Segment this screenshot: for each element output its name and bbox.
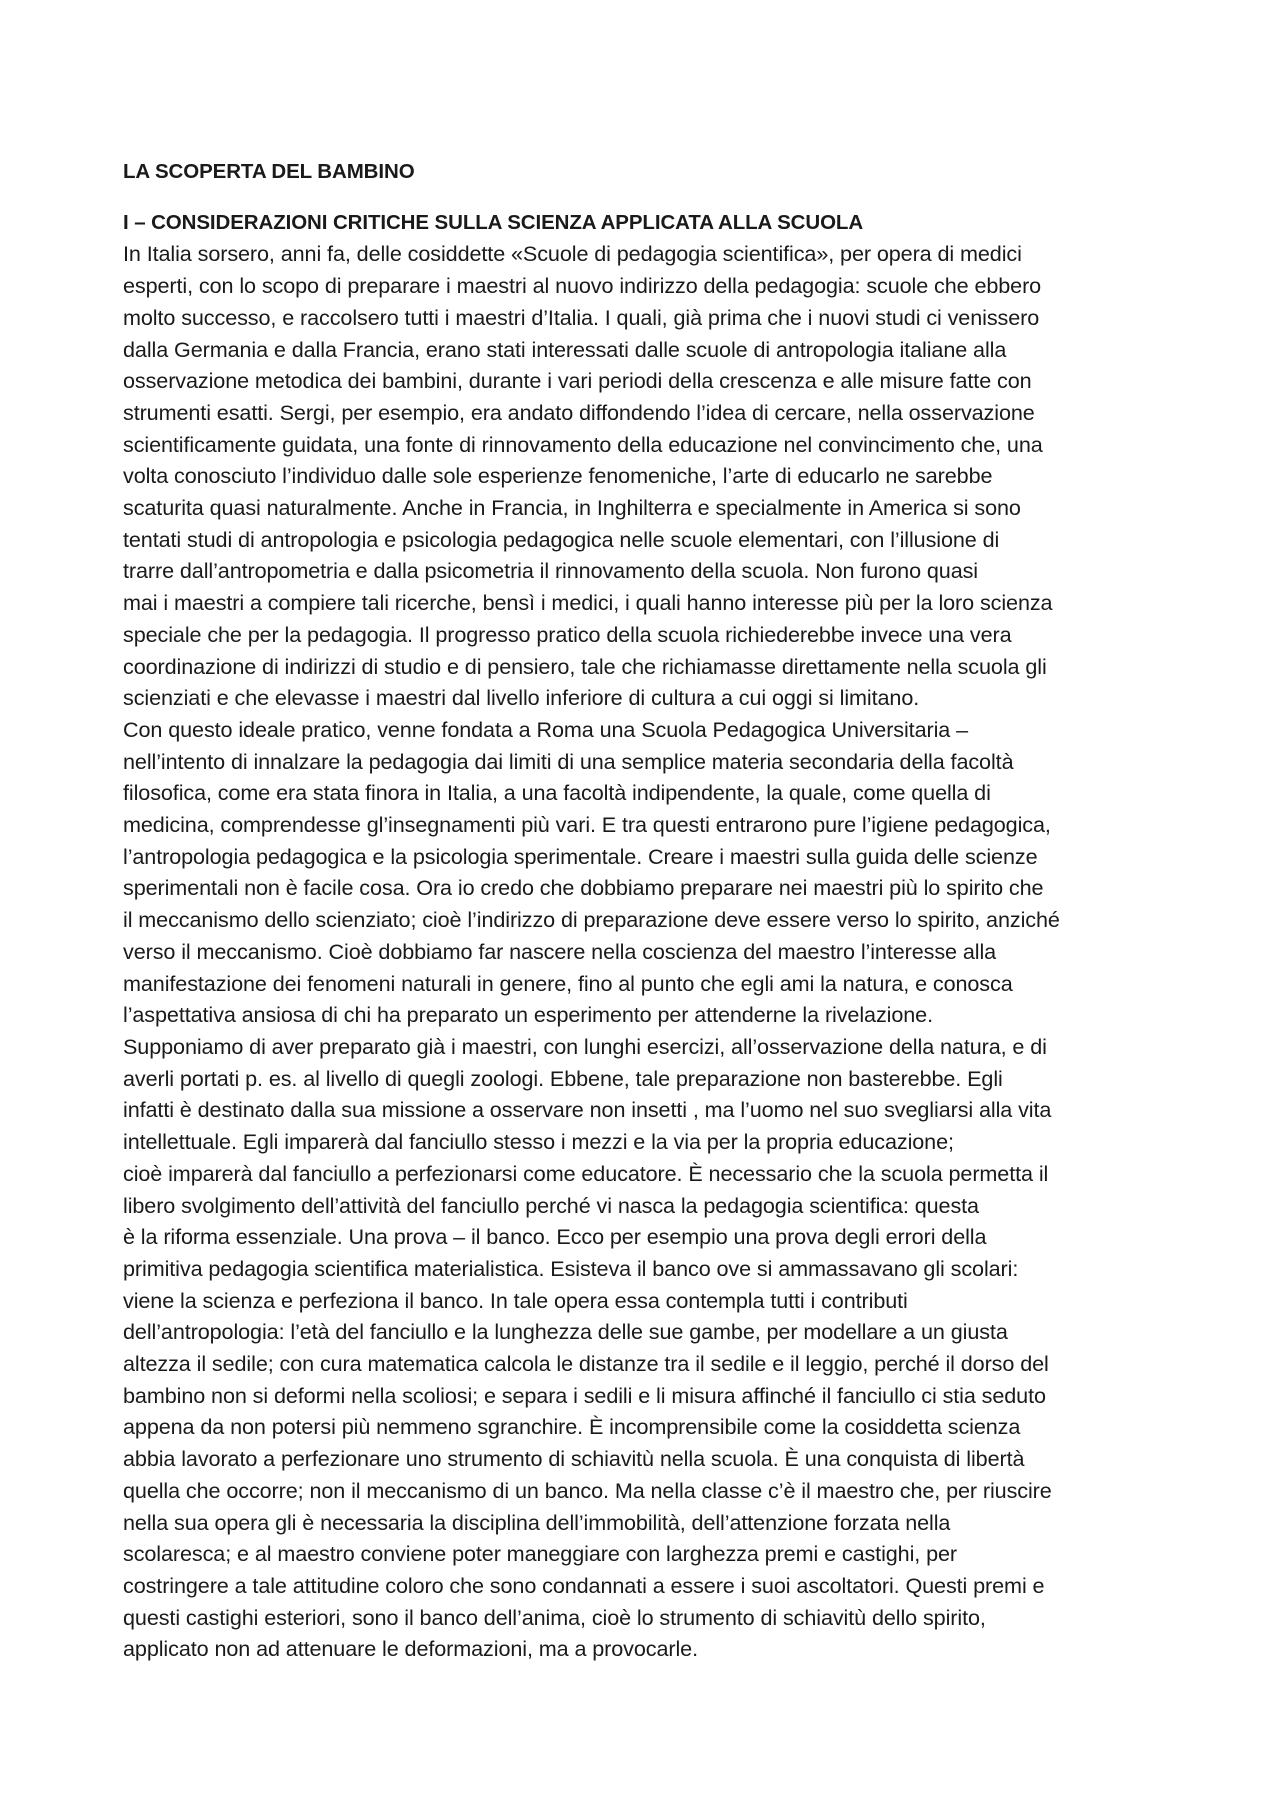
text-line: osservazione metodica dei bambini, durante i vari periodi della crescenza e alle misure fatte con: [123, 368, 1032, 394]
text-line: tentati studi di antropologia e psicologia pedagogica nelle scuole elementari, con l’illusione di: [123, 526, 1000, 552]
document-page: [123, 156, 1163, 1665]
text-line: l’antropologia pedagogica e la psicologia sperimentale. Creare i maestri sulla guida delle scienze: [123, 843, 1038, 869]
text-line: Supponiamo di aver preparato già i maestri, con lunghi esercizi, all’osservazione della natura, e di: [123, 1033, 1047, 1059]
text-line: primitiva pedagogia scientifica materialistica. Esisteva il banco ove si ammassavano gli scolari:: [123, 1255, 1019, 1281]
text-line: appena da non potersi più nemmeno sgranchire. È incomprensibile come la cosiddetta scienza: [123, 1414, 1021, 1440]
text-line: medicina, comprendesse gl’insegnamenti più vari. E tra questi entrarono pure l’igiene pedagogica,: [123, 812, 1051, 838]
text-line: strumenti esatti. Sergi, per esempio, era andato diffondendo l’idea di cercare, nella osservazione: [123, 399, 1035, 425]
text-line: dalla Germania e dalla Francia, erano stati interessati dalle scuole di antropologia italiane alla: [123, 336, 1007, 362]
text-line: infatti è destinato dalla sua missione a osservare non insetti , ma l’uomo nel suo svegliarsi alla vita: [123, 1097, 1052, 1123]
text-line: l’aspettativa ansiosa di chi ha preparato un esperimento per attenderne la rivelazione.: [123, 1002, 933, 1028]
text-line: Con questo ideale pratico, venne fondata a Roma una Scuola Pedagogica Universitaria –: [123, 716, 969, 742]
text-line: filosofica, come era stata finora in Italia, a una facoltà indipendente, la quale, come quella di: [123, 780, 991, 806]
text-line: viene la scienza e perfeziona il banco. In tale opera essa contempla tutti i contributi: [123, 1287, 908, 1313]
text-line: nella sua opera gli è necessaria la disciplina dell’immobilità, dell’attenzione forzata nella: [123, 1509, 951, 1535]
text-line: scaturita quasi naturalmente. Anche in Francia, in Inghilterra e specialmente in America si sono: [123, 495, 1021, 521]
text-line: coordinazione di indirizzi di studio e di pensiero, tale che richiamasse direttamente nella scuola gli: [123, 653, 1047, 679]
text-line: abbia lavorato a perfezionare uno strumento di schiavitù nella scuola. È una conquista di libertà: [123, 1446, 1025, 1472]
text-line: intellettuale. Egli imparerà dal fanciullo stesso i mezzi e la via per la propria educazione;: [123, 1129, 954, 1155]
section-title: I – CONSIDERAZIONI CRITICHE SULLA SCIENZA APPLICATA ALLA SCUOLA: [123, 210, 864, 234]
text-line: trarre dall’antropometria e dalla psicometria il rinnovamento della scuola. Non furono quasi: [123, 558, 979, 584]
text-line: cioè imparerà dal fanciullo a perfezionarsi come educatore. È necessario che la scuola permetta il: [123, 1160, 1049, 1186]
text-line: speciale che per la pedagogia. Il progresso pratico della scuola richiederebbe invece una vera: [123, 621, 1012, 647]
text-line: dell’antropologia: l’età del fanciullo e la lunghezza delle sue gambe, per modellare a un giusta: [123, 1319, 1008, 1345]
text-line: è la riforma essenziale. Una prova – il banco. Ecco per esempio una prova degli errori della: [123, 1224, 987, 1250]
text-line: questi castighi esteriori, sono il banco dell’anima, cioè lo strumento di schiavitù dello spirito,: [123, 1604, 986, 1630]
body-text: [123, 238, 1163, 1665]
text-line: averli portati p. es. al livello di quegli zoologi. Ebbene, tale preparazione non basterebbe. Egli: [123, 1065, 1003, 1091]
text-line: il meccanismo dello scienziato; cioè l’indirizzo di preparazione deve essere verso lo spirito, anziché: [123, 907, 1060, 933]
text-line: costringere a tale attitudine coloro che sono condannati a essere i suoi ascoltatori. Questi premi e: [123, 1572, 1045, 1598]
text-line: esperti, con lo scopo di preparare i maestri al nuovo indirizzo della pedagogia: scuole che ebbero: [123, 273, 1042, 299]
document-title: LA SCOPERTA DEL BAMBINO: [123, 160, 415, 183]
text-line: volta conosciuto l’individuo dalle sole esperienze fenomeniche, l’arte di educarlo ne sarebbe: [123, 463, 993, 489]
text-line: applicato non ad attenuare le deformazioni, ma a provocarle.: [123, 1636, 698, 1662]
text-line: libero svolgimento dell’attività del fanciullo perché vi nasca la pedagogia scientifica: questa: [123, 1192, 979, 1218]
text-line: scienziati e che elevasse i maestri dal livello inferiore di cultura a cui oggi si limitano.: [123, 685, 920, 711]
text-line: bambino non si deformi nella scoliosi; e separa i sedili e li misura affinché il fanciullo ci stia seduto: [123, 1382, 1046, 1408]
text-line: nell’intento di innalzare la pedagogia dai limiti di una semplice materia secondaria della facoltà: [123, 748, 1014, 774]
text-line: scientificamente guidata, una fonte di rinnovamento della educazione nel convincimento che, una: [123, 431, 1043, 457]
text-line: mai i maestri a compiere tali ricerche, bensì i medici, i quali hanno interesse più per la loro scienza: [123, 590, 1053, 616]
text-line: verso il meccanismo. Cioè dobbiamo far nascere nella coscienza del maestro l’interesse alla: [123, 938, 997, 964]
text-line: sperimentali non è facile cosa. Ora io credo che dobbiamo preparare nei maestri più lo spirito che: [123, 875, 1044, 901]
text-line: In Italia sorsero, anni fa, delle cosiddette «Scuole di pedagogia scientifica», per opera di medici: [123, 241, 1022, 267]
text-line: scolaresca; e al maestro conviene poter maneggiare con larghezza premi e castighi, per: [123, 1541, 957, 1567]
text-line: molto successo, e raccolsero tutti i maestri d’Italia. I quali, già prima che i nuovi studi ci venissero: [123, 304, 1040, 330]
text-line: altezza il sedile; con cura matematica calcola le distanze tra il sedile e il leggio, perché il dorso del: [123, 1351, 1049, 1377]
text-line: quella che occorre; non il meccanismo di un banco. Ma nella classe c’è il maestro che, per riuscire: [123, 1477, 1052, 1503]
text-line: manifestazione dei fenomeni naturali in genere, fino al punto che egli ami la natura, e conosca: [123, 970, 1013, 996]
